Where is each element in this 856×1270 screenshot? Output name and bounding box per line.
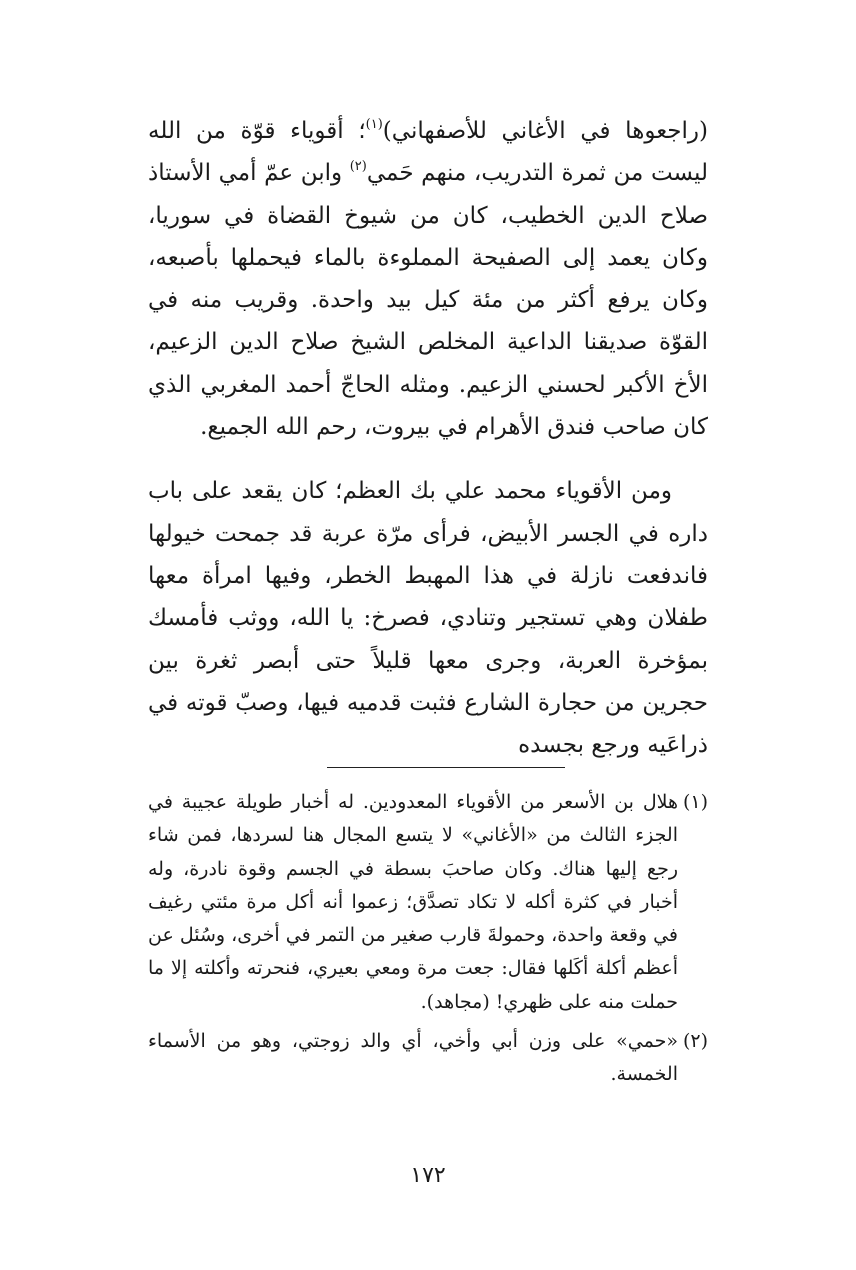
footnotes xyxy=(148,786,708,1098)
footnote-2-number: (٢) xyxy=(682,1030,708,1053)
footnote-ref-2: (٢) xyxy=(349,159,367,175)
paragraph-1 xyxy=(148,110,708,448)
paragraph-1-part-3: وابن عمّ أمي الأستاذ صلاح الدين الخطيب، كان من شيوخ القضاة في سوريا، وكان يعمد إلى الصفيحة المملوءة بالماء فيحملها بأصبعه، وكان يرفع أكثر من مئة كيل بيد واحدة. وقريب منه في القوّة صديقنا الداعية المخلص الشيخ صلاح الدين الزعيم، الأخ الأكبر لحسني الزعيم. ومثله الحاجّ أحمد المغربي الذي كان صاحب فندق الأهرام في بيروت، رحم الله الجميع. xyxy=(148,160,708,441)
main-text xyxy=(148,110,708,766)
footnote-separator xyxy=(327,767,565,768)
footnote-1-text: هلال بن الأسعر من الأقوياء المعدودين. له أخبار طويلة عجيبة في الجزء الثالث من «الأغاني» لا يتسع المجال هنا لسردها، فمن شاء رجع إليها هناك. وكان صاحبَ بسطة في الجسم وقوة نادرة، وله أخبار في كثرة أكله لا تكاد تصدَّق؛ زعموا أنه أكل مرة مئتي رغيف في وقعة واحدة، وحمولةَ قارب صغير من التمر في أخرى، وسُئل عن أعظم أكلة أكَلها فقال: جعت مرة ومعي بعيري، فنحرته وأكلته إلا ما حملت منه على ظهري! (مجاهد). xyxy=(148,791,678,1013)
page-number: ١٧٢ xyxy=(410,1163,446,1188)
footnote-1-number: (١) xyxy=(682,791,708,813)
footnote-ref-1: (١) xyxy=(365,117,383,132)
paragraph-2: ومن الأقوياء محمد علي بك العظم؛ كان يقعد على باب داره في الجسر الأبيض، فرأى مرّة عربة قد جمحت خيولها فاندفعت نازلة في هذا المهبط الخطر، وفيها امرأة معها طفلان وهي تستجير وتنادي، فصرخ: يا الله، ووثب فأمسك بمؤخرة العربة، وجرى معها قليلاً حتى أبصر ثغرة بين حجرين من حجارة الشارع فثبت قدميه فيها، وصبّ قوته في ذراعَيه ورجع بجسده xyxy=(148,478,708,759)
footnote-1 xyxy=(148,786,708,1019)
paragraph-1-part-1: (راجعوها في الأغاني للأصفهاني) xyxy=(382,118,708,144)
footnote-2-text: «حمي» على وزن أبي وأخي، أي والد زوجتي، وهو من الأسماء الخمسة. xyxy=(148,1030,678,1086)
footnote-2 xyxy=(148,1025,708,1092)
paragraph-1-part-2: ؛ أقوياء قوّة من الله ليست من ثمرة التدريب، منهم حَمي xyxy=(148,118,708,187)
